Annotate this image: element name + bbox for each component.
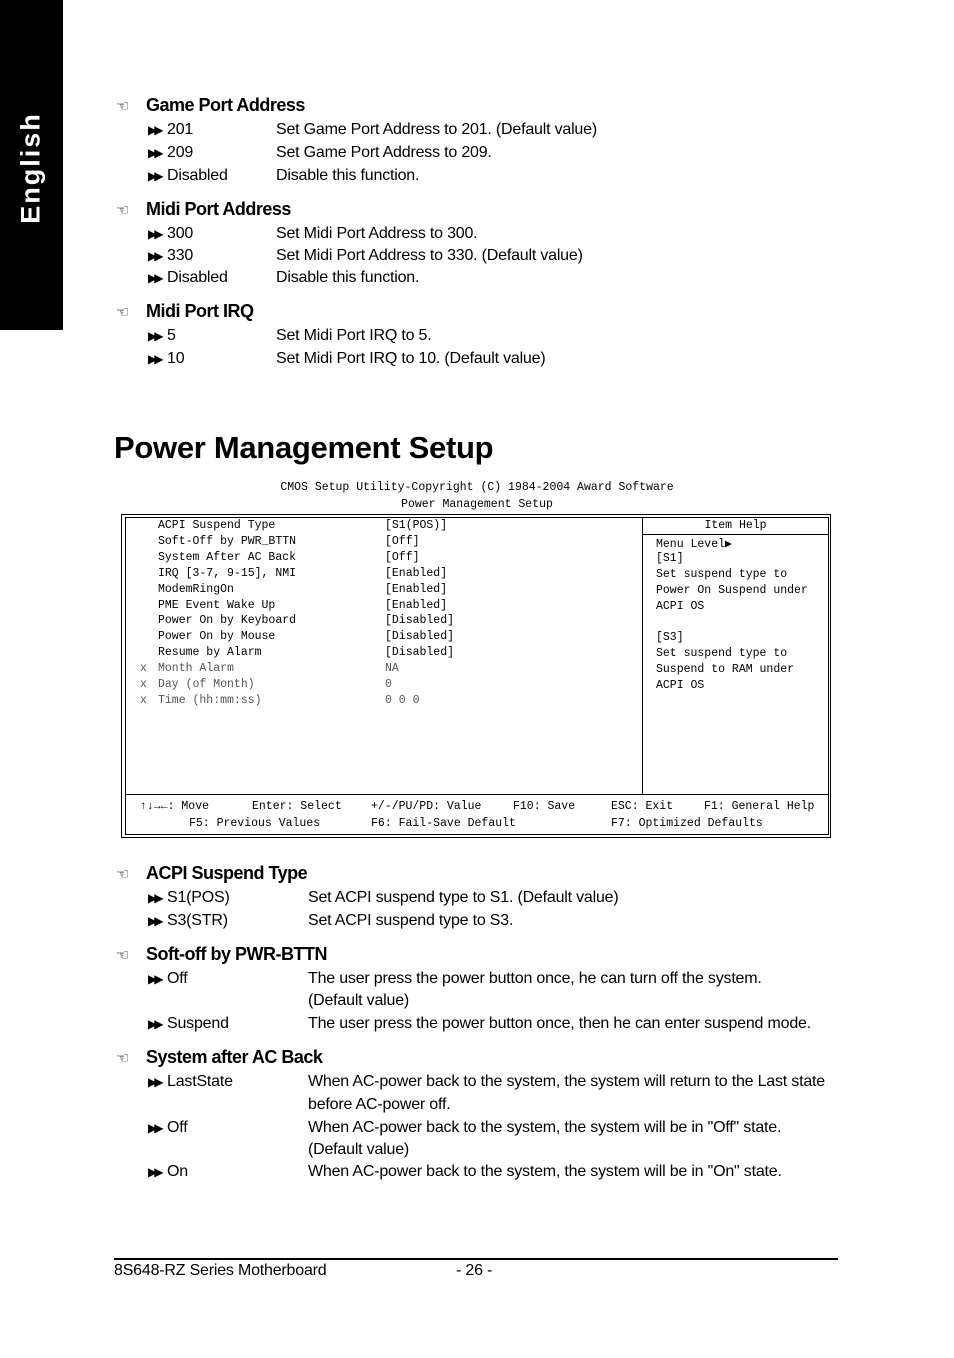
section-title: Midi Port Address [146, 199, 291, 219]
option-label [148, 889, 230, 907]
bios-divider [125, 794, 828, 795]
option-label-text: 5 [167, 327, 176, 344]
double-arrow-icon: ▶▶ [148, 1121, 161, 1135]
page-title: Power Management Setup [114, 430, 494, 465]
option-description: Disable this function. [276, 269, 420, 286]
bios-setting-name[interactable]: ACPI Suspend Type [158, 519, 276, 532]
option-description: When AC-power back to the system, the system will be in "On" state. [308, 1163, 782, 1180]
option-description: Set Game Port Address to 201. (Default value) [276, 121, 597, 138]
bios-setting-name[interactable]: IRQ [3-7, 9-15], NMI [158, 566, 297, 580]
footer-page-number: - 26 - [456, 1262, 493, 1279]
key-save: F10: Save [513, 800, 576, 813]
section-heading-midi-port-address [116, 199, 291, 220]
option-label [148, 970, 187, 988]
disabled-marker: x [140, 678, 147, 691]
item-help-line: Set suspend type to [656, 647, 788, 661]
bios-caption-copyright: CMOS Setup Utility-Copyright (C) 1984-2004 Award Software [280, 481, 674, 494]
key-select: Enter: Select [252, 800, 342, 813]
option-label-text: Disabled [167, 167, 228, 184]
option-description: Disable this function. [276, 167, 420, 184]
key-value: +/-/PU/PD: Value [371, 800, 482, 813]
footer-product-name: 8S648-RZ Series Motherboard [114, 1262, 327, 1279]
pointing-hand-icon: ☜ [116, 1050, 129, 1067]
bios-setting-value[interactable]: [Enabled] [385, 598, 448, 612]
footer-rule [114, 1258, 838, 1260]
double-arrow-icon: ▶▶ [148, 146, 161, 160]
option-label-text: Off [167, 970, 188, 987]
double-arrow-icon: ▶▶ [148, 914, 161, 928]
bios-setting-name[interactable]: ModemRingOn [158, 582, 234, 596]
item-help-title: Item Help [704, 519, 767, 532]
bios-setting-name[interactable]: Power On by Keyboard [158, 614, 297, 628]
section-heading-system-after-ac-back [116, 1047, 322, 1068]
section-heading-game-port-address [116, 95, 305, 116]
item-help-line: Menu Level▶ [656, 538, 732, 551]
bios-setting-value[interactable]: [S1(POS)] [385, 519, 448, 532]
item-help-line: Suspend to RAM under [656, 663, 795, 677]
pointing-hand-icon: ☜ [116, 202, 129, 219]
option-description: Set Midi Port IRQ to 10. (Default value) [276, 350, 546, 367]
bios-setting-name[interactable]: Soft-Off by PWR_BTTN [158, 534, 297, 548]
bios-setting-value[interactable]: [Disabled] [385, 614, 455, 628]
option-description: Set Midi Port IRQ to 5. [276, 327, 432, 344]
bios-setting-value[interactable]: NA [385, 662, 399, 676]
double-arrow-icon: ▶▶ [148, 352, 161, 366]
option-label-text: 10 [167, 350, 185, 367]
option-label [148, 269, 228, 287]
option-label [148, 121, 193, 139]
option-label-text: S1(POS) [167, 889, 230, 906]
option-description: Set ACPI suspend type to S3. [308, 912, 514, 929]
option-label [148, 247, 193, 265]
option-description: The user press the power button once, he can turn off the system. [308, 970, 762, 987]
option-label-text: On [167, 1163, 188, 1180]
pointing-hand-icon: ☜ [116, 98, 129, 115]
option-description: The user press the power button once, then he can enter suspend mode. [308, 1015, 811, 1032]
item-help-line: [S3] [656, 631, 684, 645]
bios-setting-name[interactable]: PME Event Wake Up [158, 598, 276, 612]
bios-setting-name[interactable]: Day (of Month) [158, 678, 255, 691]
pointing-hand-icon: ☜ [116, 866, 129, 883]
section-title: Midi Port IRQ [146, 301, 254, 321]
key-optimized-defaults: F7: Optimized Defaults [611, 817, 763, 830]
section-title: ACPI Suspend Type [146, 863, 308, 883]
option-description: (Default value) [308, 992, 410, 1009]
disabled-marker: x [140, 662, 147, 676]
option-label-text: Disabled [167, 269, 228, 286]
bios-setting-name[interactable]: Resume by Alarm [158, 646, 262, 660]
option-label [148, 1015, 229, 1033]
bios-setting-value[interactable]: 0 0 0 [385, 693, 420, 707]
language-side-tab [0, 0, 63, 330]
double-arrow-icon: ▶▶ [148, 227, 161, 241]
key-fail-save-default: F6: Fail-Save Default [371, 817, 516, 830]
option-label [148, 144, 193, 162]
section-heading-midi-port-irq [116, 301, 254, 322]
section-heading-acpi-suspend-type [116, 863, 307, 884]
option-label [148, 225, 193, 243]
bios-divider [642, 517, 643, 794]
option-label [148, 327, 176, 345]
option-label-text: S3(STR) [167, 912, 228, 929]
option-label-text: 209 [167, 144, 194, 161]
section-heading-soft-off-by-pwr-bttn [116, 944, 327, 965]
item-help-line: [S1] [656, 551, 684, 565]
option-label [148, 1163, 188, 1181]
bios-caption-title: Power Management Setup [401, 498, 553, 511]
double-arrow-icon: ▶▶ [148, 271, 161, 285]
section-title: Soft-off by PWR-BTTN [146, 944, 327, 964]
option-label [148, 350, 184, 368]
bios-setting-value[interactable]: [Disabled] [385, 630, 455, 644]
item-help-line: Power On Suspend under [656, 583, 808, 597]
option-label-text: 300 [167, 225, 194, 242]
item-help-line: ACPI OS [656, 599, 705, 613]
option-description: Set ACPI suspend type to S1. (Default value) [308, 889, 619, 906]
double-arrow-icon: ▶▶ [148, 329, 161, 343]
bios-setting-name[interactable]: System After AC Back [158, 550, 297, 564]
option-label [148, 167, 228, 185]
double-arrow-icon: ▶▶ [148, 1165, 161, 1179]
section-title: System after AC Back [146, 1047, 323, 1067]
item-help-line: ACPI OS [656, 679, 705, 693]
key-help: F1: General Help [704, 800, 815, 813]
bios-setting-value[interactable]: [Disabled] [385, 646, 455, 660]
option-label-text: LastState [167, 1073, 233, 1090]
option-label-text: 330 [167, 247, 194, 264]
disabled-marker: x [140, 693, 147, 707]
option-description: Set Game Port Address to 209. [276, 144, 492, 161]
bios-setting-name[interactable]: Power On by Mouse [158, 630, 276, 644]
bios-setting-value[interactable]: [Off] [385, 550, 420, 564]
key-previous-values: F5: Previous Values [189, 817, 321, 830]
option-label [148, 1119, 187, 1137]
option-label-text: Suspend [167, 1015, 229, 1032]
bios-setting-name[interactable]: Time (hh:mm:ss) [158, 693, 262, 707]
double-arrow-icon: ▶▶ [148, 1017, 161, 1031]
option-label-text: 201 [167, 121, 194, 138]
double-arrow-icon: ▶▶ [148, 972, 161, 986]
double-arrow-icon: ▶▶ [148, 249, 161, 263]
section-title: Game Port Address [146, 95, 305, 115]
double-arrow-icon: ▶▶ [148, 891, 161, 905]
option-label [148, 912, 228, 930]
bios-setting-value[interactable]: [Enabled] [385, 582, 448, 596]
pointing-hand-icon: ☜ [116, 947, 129, 964]
double-arrow-icon: ▶▶ [148, 123, 161, 137]
option-description: Set Midi Port Address to 330. (Default value) [276, 247, 583, 264]
option-description: When AC-power back to the system, the system will return to the Last state [308, 1073, 825, 1090]
key-move: ↑↓→←: Move [140, 800, 210, 813]
item-help-line: Set suspend type to [656, 567, 788, 581]
pointing-hand-icon: ☜ [116, 304, 129, 321]
option-description: Set Midi Port Address to 300. [276, 225, 478, 242]
bios-divider [642, 534, 828, 535]
option-description: When AC-power back to the system, the system will be in "Off" state. [308, 1119, 782, 1136]
bios-setting-value[interactable]: 0 [385, 678, 392, 691]
side-tab-label: English [15, 112, 46, 224]
bios-setting-name[interactable]: Month Alarm [158, 662, 234, 676]
bios-setting-value[interactable]: [Off] [385, 534, 420, 548]
double-arrow-icon: ▶▶ [148, 169, 161, 183]
double-arrow-icon: ▶▶ [148, 1075, 161, 1089]
option-label-text: Off [167, 1119, 188, 1136]
option-label [148, 1073, 233, 1091]
option-description: (Default value) [308, 1141, 410, 1158]
option-description: before AC-power off. [308, 1096, 451, 1113]
key-exit: ESC: Exit [611, 800, 674, 813]
bios-setting-value[interactable]: [Enabled] [385, 566, 448, 580]
